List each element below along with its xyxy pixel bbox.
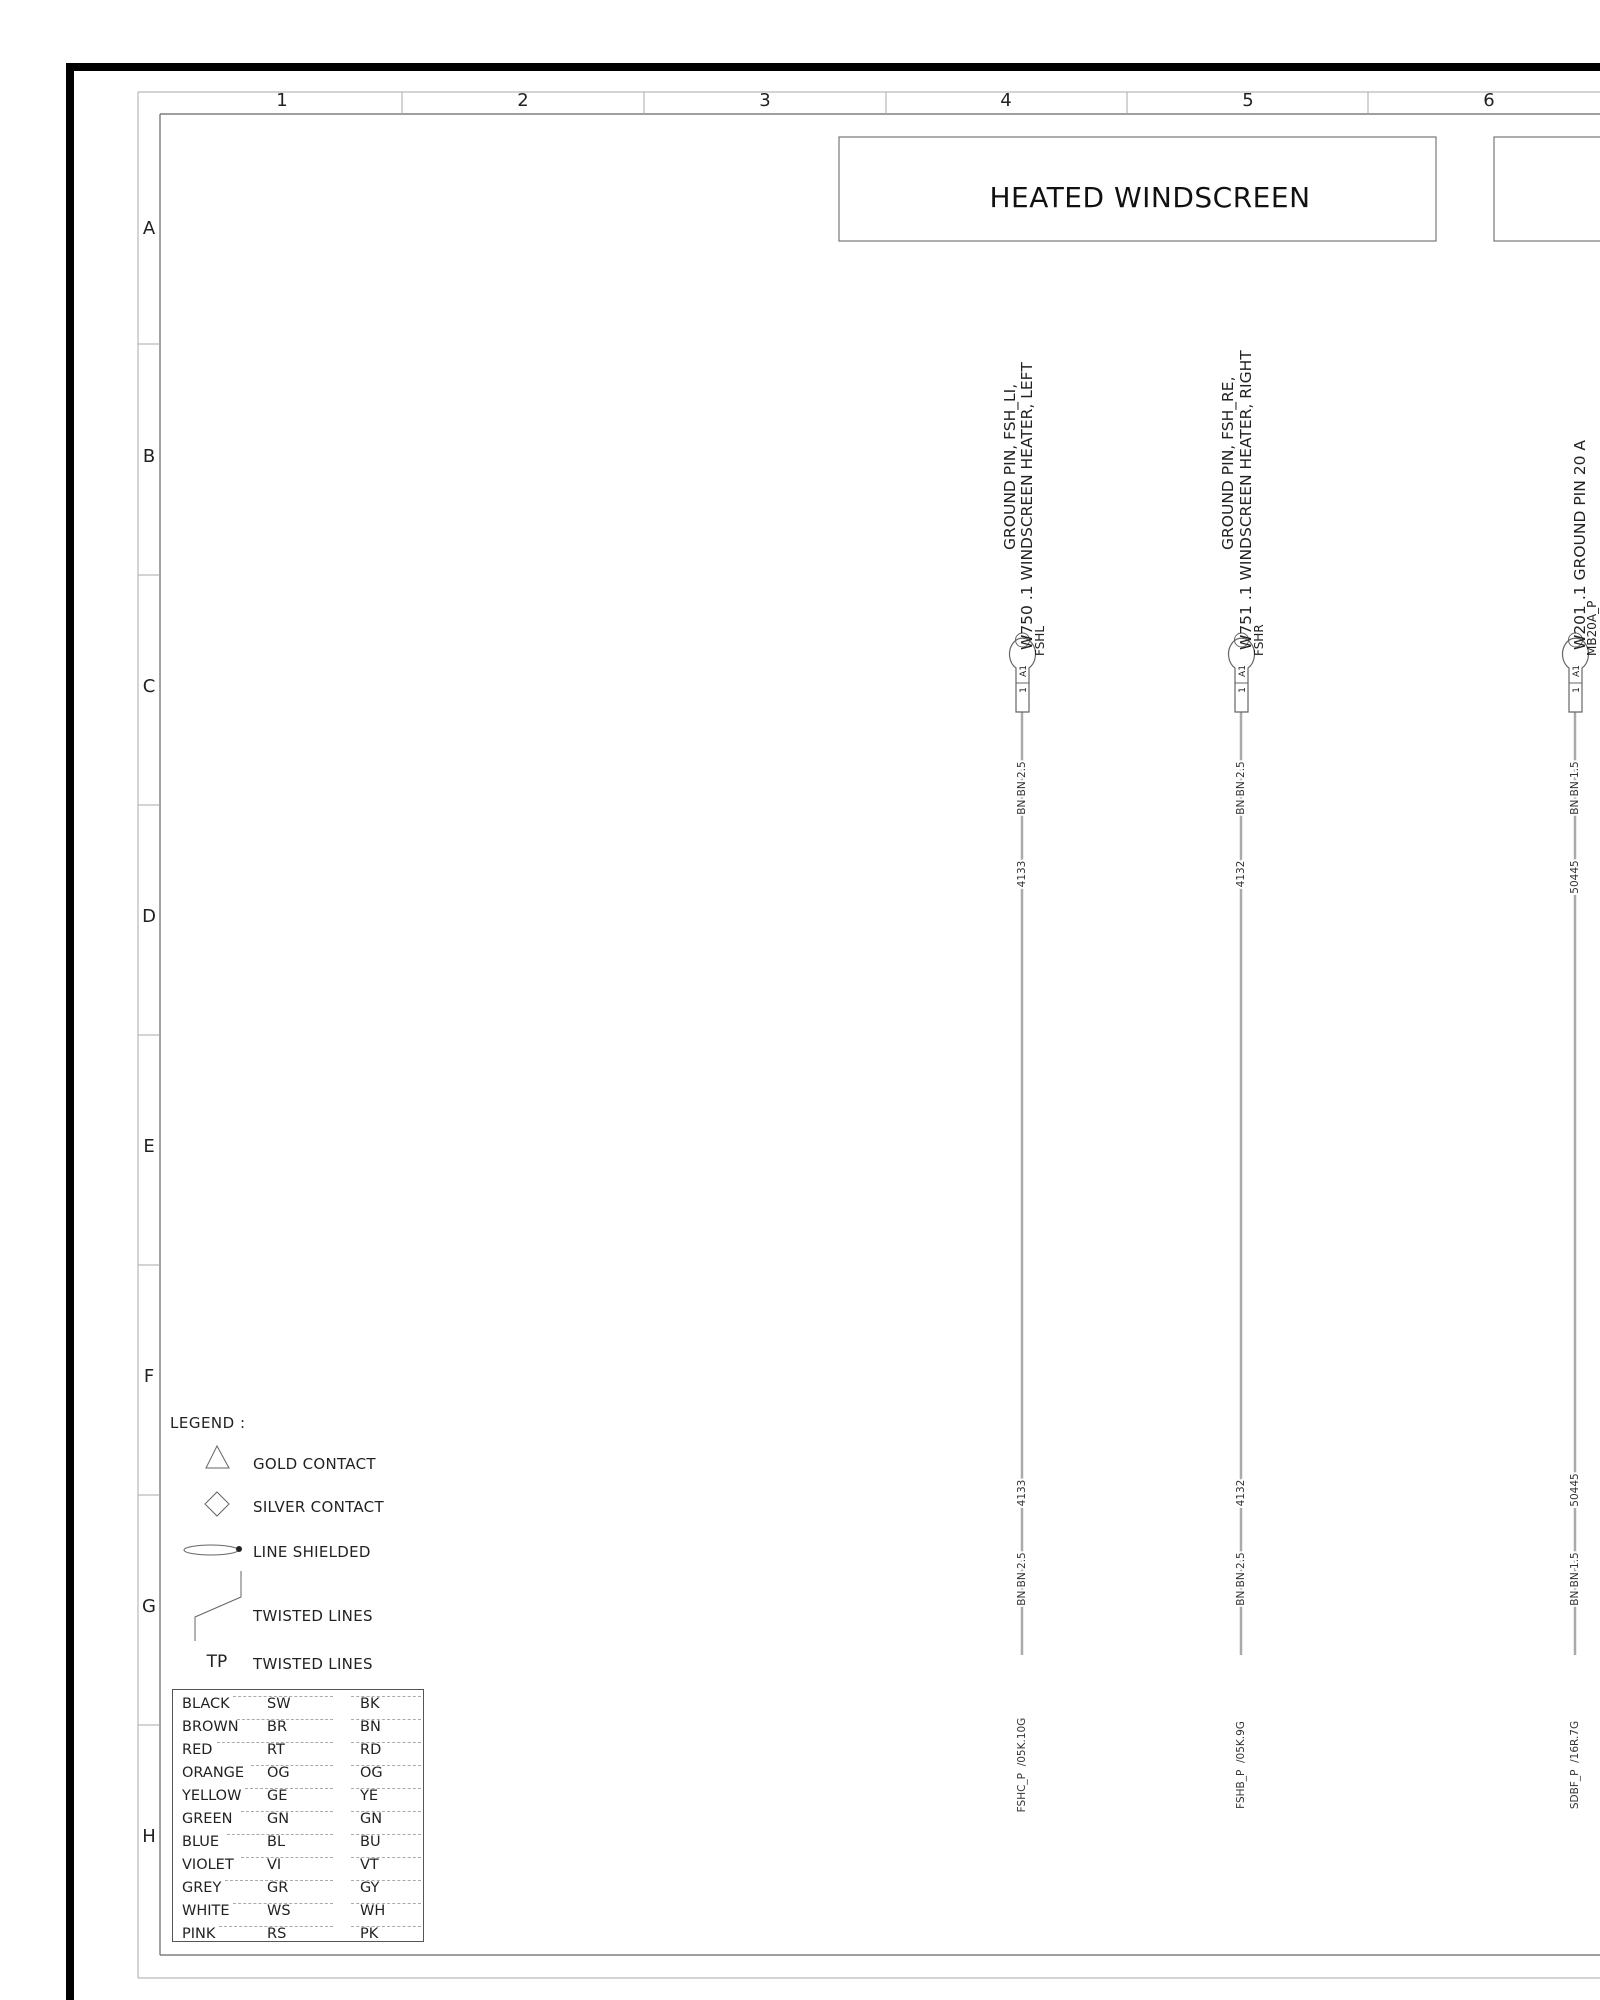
column-label-2: 2: [517, 90, 529, 111]
connector-name: MB20A_P: [1585, 600, 1599, 656]
color-row: GREY GR GY: [173, 1880, 423, 1903]
wire-number-top: 4132: [1235, 860, 1247, 888]
color-row: BLACK SW BK: [173, 1696, 423, 1719]
pin-number: 1: [1019, 687, 1029, 693]
wire-number-top: 50445: [1569, 860, 1581, 894]
row-label-g: G: [142, 1596, 156, 1617]
label-line-1: GROUND PIN, FSH_LI,: [1001, 383, 1019, 550]
contact-code: A1: [1019, 665, 1029, 677]
color-row: PINK RS PK: [173, 1926, 423, 1949]
column-label-5: 5: [1242, 90, 1254, 111]
wire-number-bottom: 4133: [1016, 1479, 1028, 1507]
label-line-2: W751 .1 WINDSCREEN HEATER, RIGHT: [1237, 350, 1255, 650]
label-line-2: W201 .1 GROUND PIN 20 A: [1571, 439, 1589, 650]
twist-icon: [195, 1571, 241, 1641]
row-label-e: E: [143, 1136, 155, 1157]
color-row: YELLOW GE YE: [173, 1788, 423, 1811]
shield-icon: [184, 1545, 238, 1555]
page-reference[interactable]: FSHB_P /05K.9G: [1235, 1721, 1247, 1809]
wire-number-top: 4133: [1016, 860, 1028, 888]
color-code-table: [172, 1689, 424, 1942]
row-label-c: C: [142, 676, 156, 697]
color-row: WHITE WS WH: [173, 1903, 423, 1926]
legend-title: LEGEND :: [170, 1414, 246, 1432]
circuit-w751: [1219, 350, 1266, 1809]
legend-gold-contact: GOLD CONTACT: [253, 1455, 376, 1473]
wire-number-bottom: 4132: [1235, 1479, 1247, 1507]
diamond-icon: [205, 1492, 229, 1516]
column-label-6: 6: [1483, 90, 1495, 111]
column-label-3: 3: [759, 90, 771, 111]
color-row: BLUE BL BU: [173, 1834, 423, 1857]
wire-color-top: BN BN 2.5: [1016, 761, 1028, 815]
wire-color-top: BN BN 2.5: [1235, 761, 1247, 815]
row-label-d: D: [142, 906, 156, 927]
wire-color-bottom: BN BN 2.5: [1235, 1552, 1247, 1606]
color-row: RED RT RD: [173, 1742, 423, 1765]
contact-code: A1: [1572, 665, 1582, 677]
circuit-w750: [1001, 362, 1047, 1813]
page-reference[interactable]: SDBF_P /16R.7G: [1569, 1720, 1581, 1810]
color-row: BROWN BR BN: [173, 1719, 423, 1742]
row-dividers: [138, 344, 160, 1725]
wire-color-bottom: BN BN 1.5: [1569, 1552, 1581, 1606]
column-dividers: [402, 92, 1368, 114]
title-text: HEATED WINDSCREEN: [989, 181, 1311, 214]
row-label-a: A: [142, 218, 156, 239]
row-label-b: B: [142, 446, 156, 467]
legend-line-shielded: LINE SHIELDED: [253, 1543, 371, 1561]
row-label-f: F: [143, 1366, 155, 1387]
triangle-icon: [206, 1446, 229, 1468]
contact-code: A1: [1238, 665, 1248, 677]
label-line-1: GROUND PIN, FSH_RE,: [1219, 376, 1237, 550]
pin-number: 1: [1238, 687, 1248, 693]
pin-number: 1: [1572, 687, 1582, 693]
legend-twisted-lines-tp: TWISTED LINES: [253, 1655, 373, 1673]
legend-silver-contact: SILVER CONTACT: [253, 1498, 384, 1516]
wire-number-bottom: 50445: [1569, 1473, 1581, 1507]
color-row: VIOLET VI VT: [173, 1857, 423, 1880]
page-reference[interactable]: FSHC_P /05K.10G: [1016, 1717, 1028, 1813]
connector-name: FSHR: [1252, 624, 1266, 656]
tp-symbol: TP: [206, 1652, 228, 1672]
wire-color-top: BN BN 1.5: [1569, 761, 1581, 815]
column-label-4: 4: [1000, 90, 1012, 111]
row-label-h: H: [142, 1826, 156, 1847]
column-label-1: 1: [276, 90, 288, 111]
wire-color-bottom: BN BN 2.5: [1016, 1552, 1028, 1606]
circuit-w201: [1563, 440, 1599, 1810]
label-line-2: W750 .1 WINDSCREEN HEATER, LEFT: [1018, 362, 1036, 650]
connector-name: FSHL: [1033, 625, 1047, 656]
color-row: GREEN GN GN: [173, 1811, 423, 1834]
color-row: ORANGE OG OG: [173, 1765, 423, 1788]
legend-twisted-lines: TWISTED LINES: [253, 1607, 373, 1625]
title-box-next: [1494, 137, 1600, 241]
